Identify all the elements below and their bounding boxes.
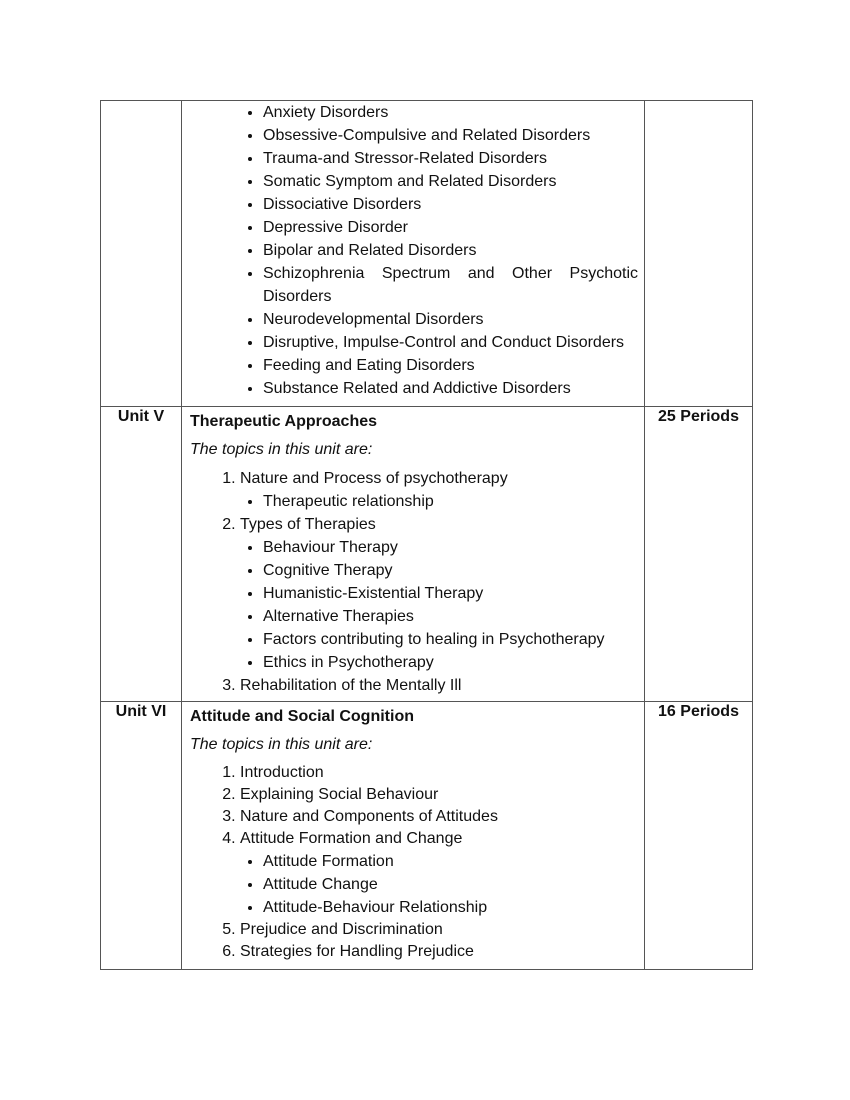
topic-item bbox=[240, 513, 638, 674]
unit-intro: The topics in this unit are: bbox=[190, 441, 373, 458]
list-item: • Feeding and Eating Disorders bbox=[263, 354, 638, 377]
topic-label: Explaining Social Behaviour bbox=[240, 786, 439, 803]
list-item: • Neurodevelopmental Disorders bbox=[263, 308, 638, 331]
list-item: • Disruptive, Impulse-Control and Conduct Disorders bbox=[263, 331, 638, 354]
topic-label: Nature and Process of psychotherapy bbox=[240, 470, 508, 487]
list-item: • Depressive Disorder bbox=[263, 216, 638, 239]
list-item: • Anxiety Disorders bbox=[263, 101, 638, 124]
unit-cell bbox=[101, 101, 182, 407]
disorder-list bbox=[190, 101, 638, 400]
subtopic-item: • Attitude-Behaviour Relationship bbox=[263, 896, 638, 919]
unit-title: Therapeutic Approaches bbox=[190, 413, 378, 430]
subtopic-item: • Therapeutic relationship bbox=[263, 490, 638, 513]
topic-label: Nature and Components of Attitudes bbox=[240, 808, 498, 825]
table-row-continued bbox=[101, 101, 753, 407]
list-item: • Obsessive-Compulsive and Related Disorders bbox=[263, 124, 638, 147]
list-item: • Trauma-and Stressor-Related Disorders bbox=[263, 147, 638, 170]
content-cell bbox=[182, 702, 645, 970]
unit-cell bbox=[101, 407, 182, 702]
list-item: • Somatic Symptom and Related Disorders bbox=[263, 170, 638, 193]
subtopic-list bbox=[240, 490, 638, 513]
periods-label: 16 Periods bbox=[658, 703, 739, 720]
content-cell bbox=[182, 407, 645, 702]
topic-item bbox=[240, 467, 638, 513]
topic-item bbox=[240, 941, 638, 963]
table-row-unit-6 bbox=[101, 702, 753, 970]
list-item: • Substance Related and Addictive Disorders bbox=[263, 377, 638, 400]
topic-item bbox=[240, 919, 638, 941]
list-item: • Dissociative Disorders bbox=[263, 193, 638, 216]
unit-label: Unit VI bbox=[115, 703, 167, 720]
subtopic-item: • Humanistic-Existential Therapy bbox=[263, 582, 638, 605]
subtopic-item: • Cognitive Therapy bbox=[263, 559, 638, 582]
subtopic-item: • Factors contributing to healing in Psychotherapy bbox=[263, 628, 638, 651]
unit-cell bbox=[101, 702, 182, 970]
syllabus-table bbox=[100, 100, 753, 970]
list-item-line: Disorders bbox=[263, 288, 332, 305]
periods-label bbox=[645, 101, 752, 102]
subtopic-list bbox=[240, 850, 638, 919]
subtopic-item: • Behaviour Therapy bbox=[263, 536, 638, 559]
topic-item bbox=[240, 762, 638, 784]
topic-label: Rehabilitation of the Mentally Ill bbox=[240, 677, 462, 694]
periods-cell bbox=[645, 101, 753, 407]
periods-label: 25 Periods bbox=[658, 408, 739, 425]
topic-label: Introduction bbox=[240, 764, 324, 781]
table-row-unit-5 bbox=[101, 407, 753, 702]
list-item: • Bipolar and Related Disorders bbox=[263, 239, 638, 262]
unit-title: Attitude and Social Cognition bbox=[190, 708, 414, 725]
topic-item bbox=[240, 806, 638, 828]
periods-cell bbox=[645, 407, 753, 702]
subtopic-item: • Attitude Formation bbox=[263, 850, 638, 873]
topic-label: Strategies for Handling Prejudice bbox=[240, 943, 474, 960]
topic-label: Types of Therapies bbox=[240, 516, 376, 533]
content-cell bbox=[182, 101, 645, 407]
periods-cell bbox=[645, 702, 753, 970]
unit-intro: The topics in this unit are: bbox=[190, 736, 373, 753]
subtopic-item: • Ethics in Psychotherapy bbox=[263, 651, 638, 674]
topic-label: Attitude Formation and Change bbox=[240, 830, 463, 847]
topic-item bbox=[240, 784, 638, 806]
topic-label: Prejudice and Discrimination bbox=[240, 921, 443, 938]
topic-item bbox=[240, 674, 638, 697]
unit-label bbox=[101, 101, 181, 102]
topic-item bbox=[240, 828, 638, 919]
list-item-line: • Schizophrenia Spectrum and Other Psychotic bbox=[263, 265, 638, 282]
topic-list bbox=[190, 762, 638, 963]
subtopic-item: • Alternative Therapies bbox=[263, 605, 638, 628]
unit-label: Unit V bbox=[117, 408, 165, 425]
list-item bbox=[263, 262, 638, 308]
subtopic-item: • Attitude Change bbox=[263, 873, 638, 896]
topic-list bbox=[190, 467, 638, 697]
subtopic-list bbox=[240, 536, 638, 674]
